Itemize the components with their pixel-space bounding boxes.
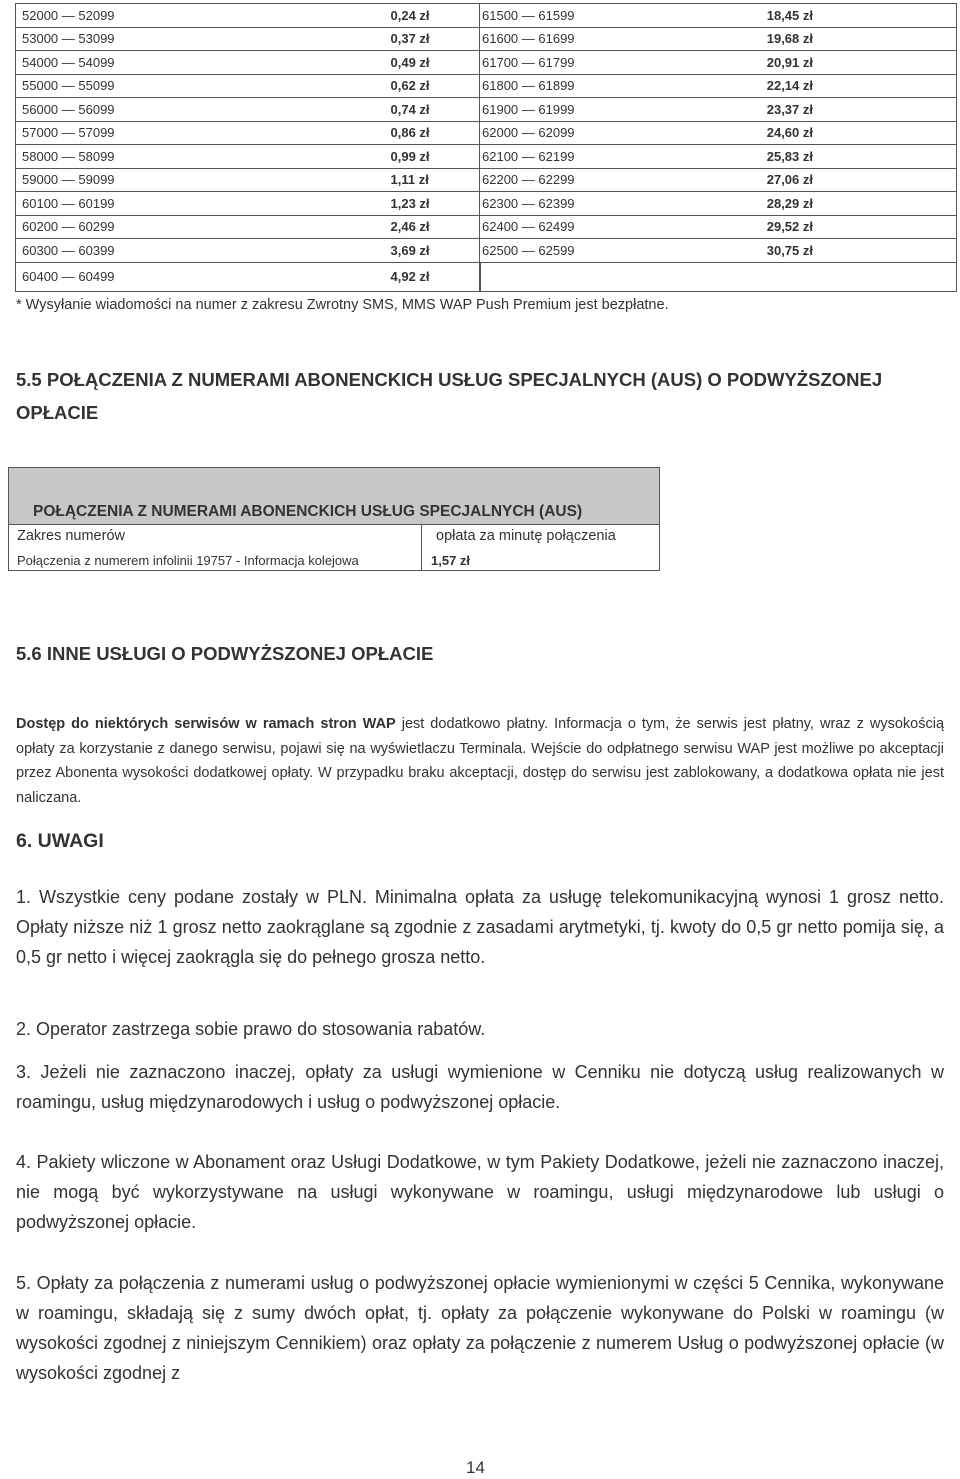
- range-price-cell: [480, 51, 957, 75]
- range-cell: 57000 — 57099: [16, 121, 139, 145]
- empty-cell-divider: [480, 263, 481, 291]
- rate-row: [16, 145, 957, 169]
- range-value: 62200 — 62299: [482, 172, 575, 188]
- rate-row: [16, 51, 957, 75]
- range-value: 62400 — 62499: [482, 219, 575, 235]
- price-cell: [139, 239, 480, 263]
- price-value: 0,99 zł: [390, 148, 430, 164]
- price-value: 1,23 zł: [390, 195, 430, 211]
- rate-row: [16, 192, 957, 216]
- range-cell: 54000 — 54099: [16, 51, 139, 75]
- section-5-6-heading: 5.6 INNE USŁUGI O PODWYŻSZONEJ OPŁACIE: [16, 643, 434, 664]
- aus-col-range-header: Zakres numerów: [17, 528, 125, 544]
- price-value: 4,92 zł: [390, 269, 430, 284]
- range-price-cell: [480, 4, 957, 28]
- range-price-cell: [480, 239, 957, 263]
- rate-row: [16, 121, 957, 145]
- rate-row: [16, 239, 957, 263]
- range-cell: 58000 — 58099: [16, 145, 139, 169]
- range-price-cell: [480, 215, 957, 239]
- rate-row: [16, 4, 957, 28]
- range-cell: 55000 — 55099: [16, 74, 139, 98]
- range-cell: 60100 — 60199: [16, 192, 139, 216]
- price-value: 0,74 zł: [390, 101, 430, 117]
- note-2: 2. Operator zastrzega sobie prawo do stosowania rabatów.: [16, 1019, 486, 1039]
- note-5: 5. Opłaty za połączenia z numerami usług o podwyższonej opłacie wymienionymi w części 5 Cennika, wykonywane w roamingu, składają się z sumy dwóch opłat, tj. opłaty za połączenie wykonywane do Polski w roamingu (w wysokości zgodnej z niniejszym Cennikiem) oraz opłaty za połączenie z numerem Usług o podwyższonej opłacie (w wysokości zgodnej z: [16, 1273, 944, 1383]
- note-4: 4. Pakiety wliczone w Abonament oraz Usługi Dodatkowe, w tym Pakiety Dodatkowe, jeżeli nie zaznaczono inaczej, nie mogą być wykorzystywane na usługi wykonywane w roamingu, usługi międzynarodowe lub usługi o podwyższonej opłacie.: [16, 1152, 944, 1232]
- price-value: 20,91 zł: [766, 54, 813, 70]
- range-price-cell: [480, 262, 957, 291]
- premium-rate-table: [15, 3, 957, 292]
- price-cell: [139, 51, 480, 75]
- price-value: 3,69 zł: [390, 242, 430, 258]
- range-value: 62500 — 62599: [482, 242, 575, 258]
- price-value: 0,37 zł: [390, 31, 430, 47]
- price-cell: [139, 4, 480, 28]
- price-value: 0,49 zł: [390, 54, 430, 70]
- price-value: 29,52 zł: [766, 219, 813, 235]
- price-value: 23,37 zł: [766, 101, 813, 117]
- range-cell: 60300 — 60399: [16, 239, 139, 263]
- range-value: 61900 — 61999: [482, 101, 575, 117]
- price-value: 30,75 zł: [766, 242, 813, 258]
- range-price-cell: [480, 192, 957, 216]
- section-5-5-heading: 5.5 POŁĄCZENIA Z NUMERAMI ABONENCKICH USŁUG SPECJALNYCH (AUS) O PODWYŻSZONEJ OPŁACIE: [16, 369, 883, 423]
- aus-table: [8, 467, 660, 571]
- range-price-cell: [480, 74, 957, 98]
- section-5-6-paragraph: [16, 712, 944, 810]
- range-price-cell: [480, 27, 957, 51]
- rate-row: [16, 27, 957, 51]
- range-cell: 60400 — 60499: [16, 262, 139, 291]
- price-value: 0,86 zł: [390, 125, 430, 141]
- range-price-cell: [480, 98, 957, 122]
- section-5-6-bold-lead: Dostęp do niektórych serwisów w ramach stron WAP: [16, 716, 396, 732]
- range-cell: 52000 — 52099: [16, 4, 139, 28]
- section-6-heading: 6. UWAGI: [16, 830, 104, 852]
- price-cell: [139, 192, 480, 216]
- price-value: 1,11 zł: [390, 172, 429, 188]
- aus-col-fee-header: opłata za minutę połączenia: [436, 528, 616, 544]
- range-value: 61600 — 61699: [482, 31, 575, 47]
- aus-table-column-divider: [421, 524, 422, 571]
- price-value: 2,46 zł: [390, 219, 430, 235]
- aus-row-label: Połączenia z numerem infolinii 19757 - Informacja kolejowa: [17, 553, 359, 568]
- section-5-6-text: jest dodatkowo płatny. Informacja o tym, że serwis jest płatny, wraz z wysokością opłaty za korzystanie z danego serwisu, pojawi się na wyświetlaczu Terminala. Wejście do odpłatnego serwisu WAP jest możliwe po akceptacji przez Abonenta wysokości dodatkowej opłaty. W przypadku braku akceptacji, dostęp do serwisu jest zablokowany, a dodatkowa opłata nie jest naliczana.: [16, 716, 945, 806]
- aus-table-title: POŁĄCZENIA Z NUMERAMI ABONENCKICH USŁUG SPECJALNYCH (AUS): [33, 503, 583, 520]
- price-cell: [139, 262, 480, 291]
- price-value: 24,60 zł: [766, 125, 813, 141]
- price-value: 25,83 zł: [766, 148, 813, 164]
- range-cell: 59000 — 59099: [16, 168, 139, 192]
- price-cell: [139, 98, 480, 122]
- price-value: 18,45 zł: [766, 7, 813, 23]
- price-value: 19,68 zł: [766, 31, 813, 47]
- aus-row-price: 1,57 zł: [431, 553, 471, 568]
- range-value: 62300 — 62399: [482, 195, 575, 211]
- range-value: 61700 — 61799: [482, 54, 575, 70]
- rate-row: [16, 215, 957, 239]
- range-cell: 56000 — 56099: [16, 98, 139, 122]
- range-cell: 53000 — 53099: [16, 27, 139, 51]
- price-cell: [139, 145, 480, 169]
- range-price-cell: [480, 145, 957, 169]
- price-cell: [139, 168, 480, 192]
- price-cell: [139, 27, 480, 51]
- price-cell: [139, 121, 480, 145]
- price-value: 22,14 zł: [766, 78, 813, 94]
- range-value: 61500 — 61599: [482, 7, 575, 23]
- rate-row: [16, 168, 957, 192]
- range-cell: 60200 — 60299: [16, 215, 139, 239]
- rate-row: [16, 74, 957, 98]
- page-number: 14: [466, 1458, 485, 1477]
- footnote: * Wysyłanie wiadomości na numer z zakresu Zwrotny SMS, MMS WAP Push Premium jest bezpłatne.: [16, 297, 669, 313]
- rate-row: [16, 262, 957, 291]
- price-value: 0,62 zł: [390, 78, 430, 94]
- note-3: 3. Jeżeli nie zaznaczono inaczej, opłaty za usługi wymienione w Cenniku nie dotyczą usług realizowanych w roamingu, usług międzynarodowych i usług o podwyższonej opłacie.: [16, 1062, 944, 1112]
- rate-row: [16, 98, 957, 122]
- price-value: 27,06 zł: [766, 172, 813, 188]
- price-cell: [139, 74, 480, 98]
- range-price-cell: [480, 168, 957, 192]
- range-value: 62100 — 62199: [482, 148, 575, 164]
- range-value: 61800 — 61899: [482, 78, 575, 94]
- range-price-cell: [480, 121, 957, 145]
- price-value: 28,29 zł: [766, 195, 813, 211]
- note-1: 1. Wszystkie ceny podane zostały w PLN. Minimalna opłata za usługę telekomunikacyjną wynosi 1 grosz netto. Opłaty niższe niż 1 grosz netto zaokrąglane są zgodnie z zasadami arytmetyki, tj. kwoty do 0,5 gr netto pomija się, a 0,5 gr netto i więcej zaokrągla się do pełnego grosza netto.: [16, 887, 944, 967]
- aus-table-divider: [9, 524, 659, 525]
- price-value: 0,24 zł: [390, 7, 430, 23]
- range-value: 62000 — 62099: [482, 125, 575, 141]
- price-cell: [139, 215, 480, 239]
